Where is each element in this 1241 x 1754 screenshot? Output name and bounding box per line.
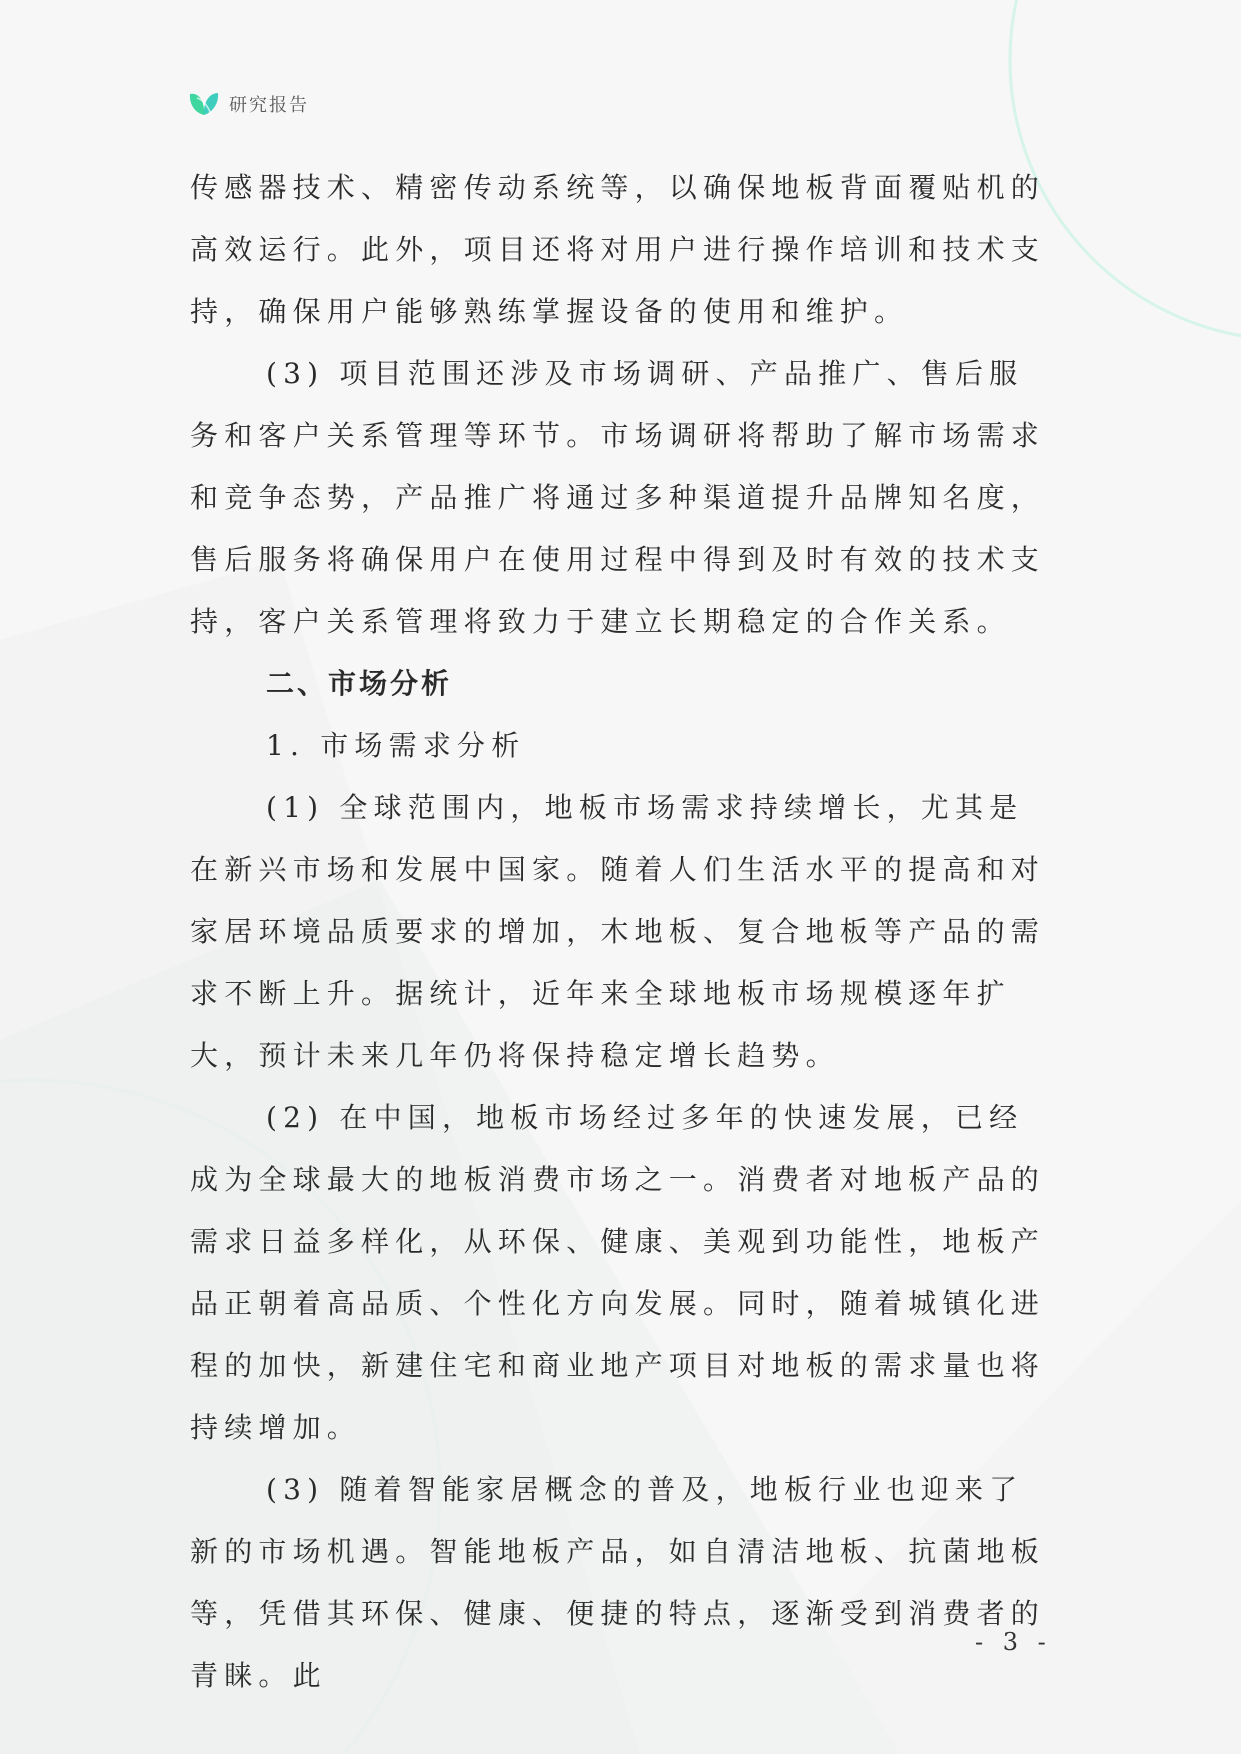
leaf-logo-icon bbox=[187, 88, 221, 120]
section-heading-market-analysis: 二、市场分析 bbox=[266, 667, 453, 700]
paragraph-smart-home-3: (3) 随着智能家居概念的普及，地板行业也迎来了新的市场机遇。智能地板产品，如自清洁地板、抗菌地板等，凭借其环保、健康、便捷的特点，逐渐受到消费者的青睐。此 bbox=[190, 1473, 1046, 1692]
document-body bbox=[190, 157, 1050, 1707]
report-title: 研究报告 bbox=[229, 95, 309, 116]
paragraph-project-scope-3: (3) 项目范围还涉及市场调研、产品推广、售后服务和客户关系管理等环节。市场调研将帮助了解市场需求和竞争态势，产品推广将通过多种渠道提升品牌知名度，售后服务将确保用户在使用过程中得到及时有效的技术支持，客户关系管理将致力于建立长期稳定的合作关系。 bbox=[190, 357, 1046, 638]
paragraph-continuation: 传感器技术、精密传动系统等，以确保地板背面覆贴机的高效运行。此外，项目还将对用户进行操作培训和技术支持，确保用户能够熟练掌握设备的使用和维护。 bbox=[190, 171, 1046, 328]
paragraph-china-market-2: (2) 在中国，地板市场经过多年的快速发展，已经成为全球最大的地板消费市场之一。消费者对地板产品的需求日益多样化，从环保、健康、美观到功能性，地板产品正朝着高品质、个性化方向发展。同时，随着城镇化进程的加快，新建住宅和商业地产项目对地板的需求量也将持续增加。 bbox=[190, 1101, 1046, 1444]
report-header bbox=[187, 88, 309, 120]
page-number: - 3 - bbox=[975, 1628, 1052, 1656]
subsection-heading-market-demand: 1. 市场需求分析 bbox=[266, 729, 526, 762]
paragraph-global-demand-1: (1) 全球范围内，地板市场需求持续增长，尤其是在新兴市场和发展中国家。随着人们生活水平的提高和对家居环境品质要求的增加，木地板、复合地板等产品的需求不断上升。据统计，近年来全球地板市场规模逐年扩大，预计未来几年仍将保持稳定增长趋势。 bbox=[190, 791, 1046, 1072]
